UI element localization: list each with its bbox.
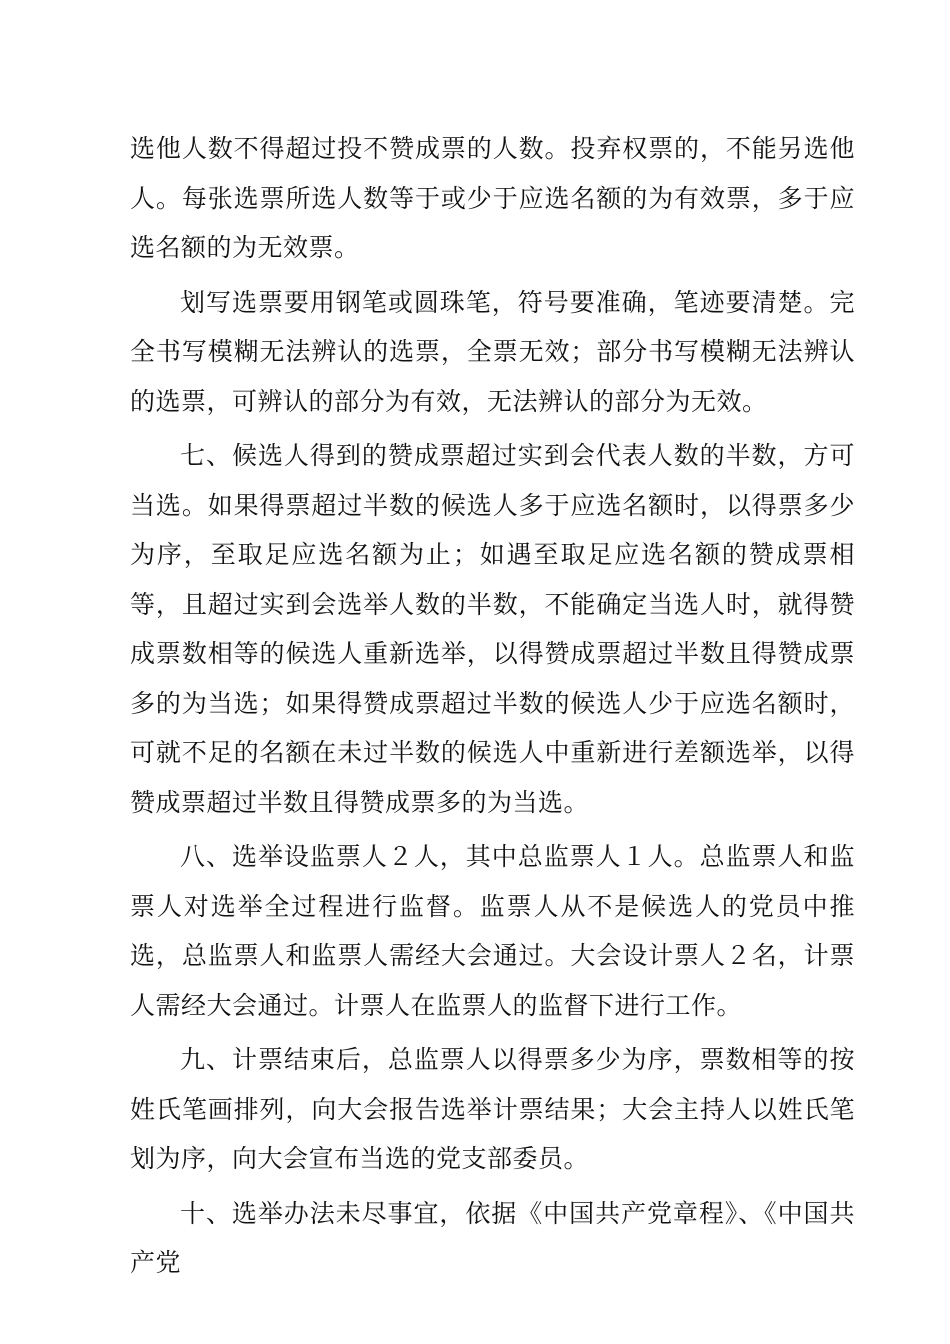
paragraph-article-seven: 七、候选人得到的赞成票超过实到会代表人数的半数，方可当选。如果得票超过半数的候选人多于应选名额时，以得票多少为序，至取足应选名额为止；如遇至取足应选名额的赞成票相等，且超过实到会选举人数的半数，不能确定当选人时，就得赞成票数相等的候选人重新选举，以得赞成票超过半数且得赞成票多的为当选；如果得赞成票超过半数的候选人少于应选名额时，可就不足的名额在未过半数的候选人中重新进行差额选举，以得赞成票超过半数且得赞成票多的为当选。 bbox=[130, 441, 855, 817]
paragraph-continued: 选他人数不得超过投不赞成票的人数。投弃权票的，不能另选他人。每张选票所选人数等于或少于应选名额的为有效票，多于应选名额的为无效票。 bbox=[130, 134, 855, 262]
paragraph-article-nine: 九、计票结束后，总监票人以得票多少为序，票数相等的按姓氏笔画排列，向大会报告选举计票结果；大会主持人以姓氏笔划为序，向大会宣布当选的党支部委员。 bbox=[130, 1045, 855, 1173]
paragraph-writing-rules: 划写选票要用钢笔或圆珠笔，符号要准确，笔迹要清楚。完全书写模糊无法辨认的选票，全票无效；部分书写模糊无法辨认的选票，可辨认的部分为有效，无法辨认的部分为无效。 bbox=[130, 287, 855, 416]
document-page bbox=[130, 124, 855, 1293]
paragraph-article-eight: 八、选举设监票人２人，其中总监票人１人。总监票人和监票人对选举全过程进行监督。监票人从不是候选人的党员中推选，总监票人和监票人需经大会通过。大会设计票人２名，计票人需经大会通过。计票人在监票人的监督下进行工作。 bbox=[130, 842, 855, 1020]
paragraph-article-ten: 十、选举办法未尽事宜，依据《中国共产党章程》、《中国共产党 bbox=[130, 1198, 855, 1277]
